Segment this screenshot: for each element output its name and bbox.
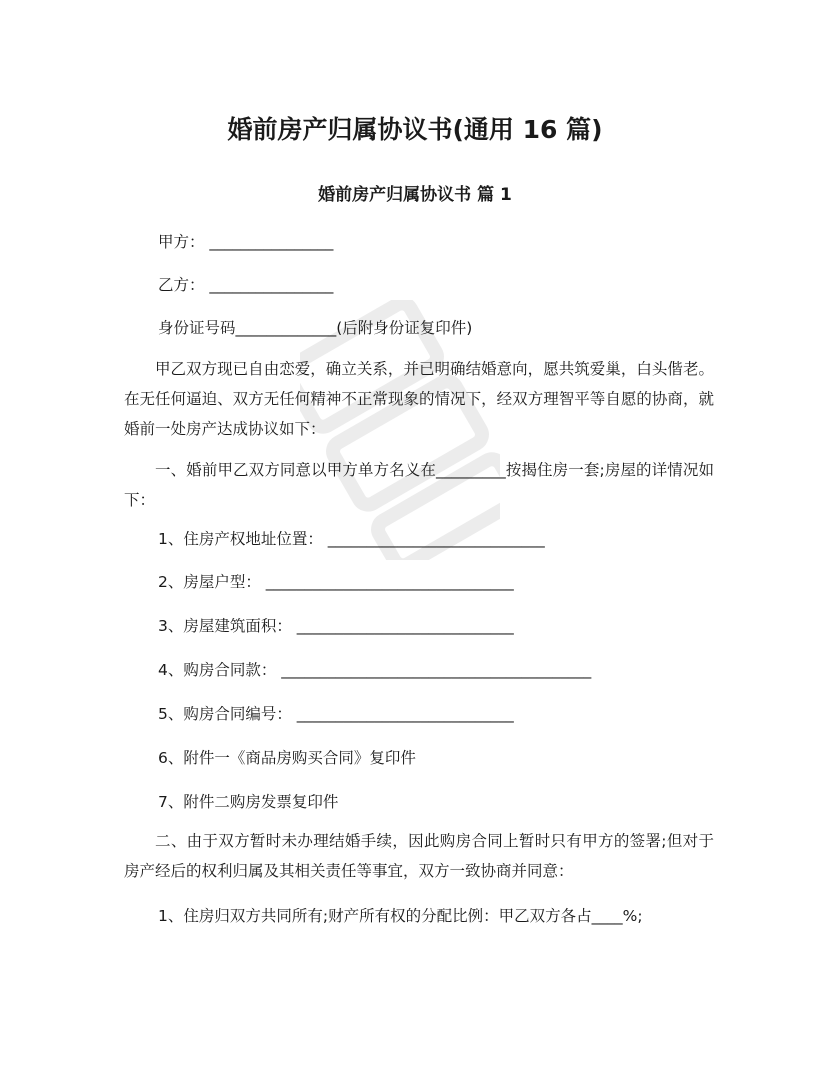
clause-ownership: 1、住房归双方共同所有;财产所有权的分配比例：甲乙双方各占____%; — [158, 907, 643, 925]
section-title: 婚前房产归属协议书 篇 1 — [318, 185, 512, 205]
intro-paragraph: 甲乙双方现已自由恋爱，确立关系，并已明确结婚意向，愿共筑爱巢，白头偕老。在无任何逼迫、双方无任何精神不正常现象的情况下，经双方理智平等自愿的协商，就婚前一处房产达成协议如下： — [124, 360, 714, 438]
party-a-line: 甲方： ________________ — [158, 233, 334, 251]
section-one-paragraph: 一、婚前甲乙双方同意以甲方单方名义在_________按揭住房一套;房屋的详情况如下： — [124, 461, 714, 509]
section-two-paragraph: 二、由于双方暂时未办理结婚手续，因此购房合同上暂时只有甲方的签署;但对于房产经后的权利归属及其相关责任等事宜，双方一致协商并同意： — [124, 832, 714, 880]
document-title: 婚前房产归属协议书(通用 16 篇) — [227, 115, 603, 144]
item-address: 1、住房产权地址位置： ____________________________ — [158, 530, 545, 548]
party-b-line: 乙方： ________________ — [158, 276, 334, 294]
item-contract-number: 5、购房合同编号： ____________________________ — [158, 705, 514, 723]
id-number-line: 身份证号码_____________(后附身份证复印件) — [158, 319, 473, 337]
item-contract-amount: 4、购房合同款： ________________________________________ — [158, 661, 592, 679]
item-attachment-one: 6、附件一《商品房购买合同》复印件 — [158, 749, 416, 767]
item-layout: 2、房屋户型： ________________________________ — [158, 573, 514, 591]
item-attachment-two: 7、附件二购房发票复印件 — [158, 793, 339, 811]
item-area: 3、房屋建筑面积： ____________________________ — [158, 617, 514, 635]
